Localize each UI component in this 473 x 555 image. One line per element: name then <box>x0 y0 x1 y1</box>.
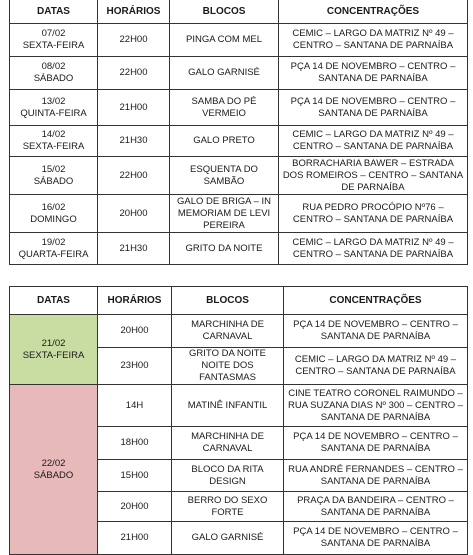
header-datas: DATAS <box>10 287 98 315</box>
time-cell: 21H30 <box>98 126 170 157</box>
table-row <box>10 57 468 90</box>
header-blocos: BLOCOS <box>172 287 284 315</box>
bloco-cell: BERRO DO SEXO FORTE <box>172 492 284 522</box>
date-cell: 08/02 SÁBADO <box>10 57 98 90</box>
table-row <box>10 24 468 57</box>
bloco-cell: GALO GARNISÉ <box>172 522 284 555</box>
date-cell: 16/02 DOMINGO <box>10 195 98 233</box>
bloco-cell: GALO DE BRIGA – IN MEMORIAM DE LEVI PEREIRA <box>170 195 279 233</box>
header-datas: DATAS <box>10 0 98 24</box>
bloco-cell: SAMBA DO PÉ VERMEIO <box>170 90 279 126</box>
place-cell: PÇA 14 DE NOVEMBRO – CENTRO – SANTANA DE PARNAÍBA <box>284 427 468 460</box>
place-cell: CEMIC – LARGO DA MATRIZ Nº 49 – CENTRO – SANTANA DE PARNAÍBA <box>284 348 468 385</box>
table-row <box>10 195 468 233</box>
place-cell: RUA PEDRO PROCÓPIO Nº76 – CENTRO – SANTANA DE PARNAÍBA <box>279 195 468 233</box>
header-horarios: HORÁRIOS <box>98 0 170 24</box>
place-cell: RUA ANDRÉ FERNANDES – CENTRO – SANTANA DE PARNAÍBA <box>284 460 468 492</box>
schedule-table-1 <box>9 0 468 265</box>
time-cell: 20H00 <box>98 315 172 348</box>
place-cell: CEMIC – LARGO DA MATRIZ Nº 49 – CENTRO – SANTANA DE PARNAÍBA <box>279 24 468 57</box>
date-cell: 15/02 SÁBADO <box>10 157 98 195</box>
table-row <box>10 233 468 265</box>
table-row <box>10 126 468 157</box>
place-cell: PÇA 14 DE NOVEMBRO – CENTRO – SANTANA DE PARNAÍBA <box>279 90 468 126</box>
place-cell: CEMIC – LARGO DA MATRIZ Nº 49 – CENTRO – SANTANA DE PARNAÍBA <box>279 126 468 157</box>
header-blocos: BLOCOS <box>170 0 279 24</box>
place-cell: CEMIC – LARGO DA MATRIZ Nº 49 – CENTRO – SANTANA DE PARNAÍBA <box>279 233 468 265</box>
time-cell: 20H00 <box>98 195 170 233</box>
bloco-cell: GRITO DA NOITE NOITE DOS FANTASMAS <box>172 348 284 385</box>
table-header-row <box>10 287 468 315</box>
table-row <box>10 157 468 195</box>
table-row <box>10 90 468 126</box>
header-horarios: HORÁRIOS <box>98 287 172 315</box>
bloco-cell: GRITO DA NOITE <box>170 233 279 265</box>
schedule-table-2 <box>9 286 468 555</box>
time-cell: 23H00 <box>98 348 172 385</box>
time-cell: 15H00 <box>98 460 172 492</box>
bloco-cell: BLOCO DA RITA DESIGN <box>172 460 284 492</box>
time-cell: 14H <box>98 385 172 427</box>
time-cell: 22H00 <box>98 157 170 195</box>
bloco-cell: GALO GARNISÉ <box>170 57 279 90</box>
table-row <box>10 385 468 427</box>
date-cell-group-1: 21/02 SEXTA-FEIRA <box>10 315 98 385</box>
time-cell: 22H00 <box>98 24 170 57</box>
table-row <box>10 315 468 348</box>
bloco-cell: GALO PRETO <box>170 126 279 157</box>
time-cell: 21H00 <box>98 522 172 555</box>
place-cell: PÇA 14 DE NOVEMBRO – CENTRO – SANTANA DE PARNAÍBA <box>279 57 468 90</box>
place-cell: BORRACHARIA BAWER – ESTRADA DOS ROMEIROS – CENTRO – SANTANA DE PARNAÍBA <box>279 157 468 195</box>
header-concentracoes: CONCENTRAÇÕES <box>284 287 468 315</box>
table-header-row <box>10 0 468 24</box>
header-concentracoes: CONCENTRAÇÕES <box>279 0 468 24</box>
bloco-cell: MARCHINHA DE CARNAVAL <box>172 315 284 348</box>
time-cell: 21H30 <box>98 233 170 265</box>
date-cell: 14/02 SEXTA-FEIRA <box>10 126 98 157</box>
time-cell: 22H00 <box>98 57 170 90</box>
place-cell: PÇA 14 DE NOVEMBRO – CENTRO – SANTANA DE PARNAÍBA <box>284 522 468 555</box>
date-cell: 07/02 SEXTA-FEIRA <box>10 24 98 57</box>
time-cell: 18H00 <box>98 427 172 460</box>
place-cell: PÇA 14 DE NOVEMBRO – CENTRO – SANTANA DE PARNAÍBA <box>284 315 468 348</box>
place-cell: PRAÇA DA BANDEIRA – CENTRO – SANTANA DE PARNAÍBA <box>284 492 468 522</box>
place-cell: CINE TEATRO CORONEL RAIMUNDO – RUA SUZANA DIAS Nº 300 – CENTRO – SANTANA DE PARNAÍBA <box>284 385 468 427</box>
bloco-cell: PINGA COM MEL <box>170 24 279 57</box>
bloco-cell: ESQUENTA DO SAMBÃO <box>170 157 279 195</box>
bloco-cell: MARCHINHA DE CARNAVAL <box>172 427 284 460</box>
time-cell: 20H00 <box>98 492 172 522</box>
time-cell: 21H00 <box>98 90 170 126</box>
date-cell-group-2: 22/02 SÁBADO <box>10 385 98 555</box>
date-cell: 13/02 QUINTA-FEIRA <box>10 90 98 126</box>
bloco-cell: MATINÊ INFANTIL <box>172 385 284 427</box>
date-cell: 19/02 QUARTA-FEIRA <box>10 233 98 265</box>
